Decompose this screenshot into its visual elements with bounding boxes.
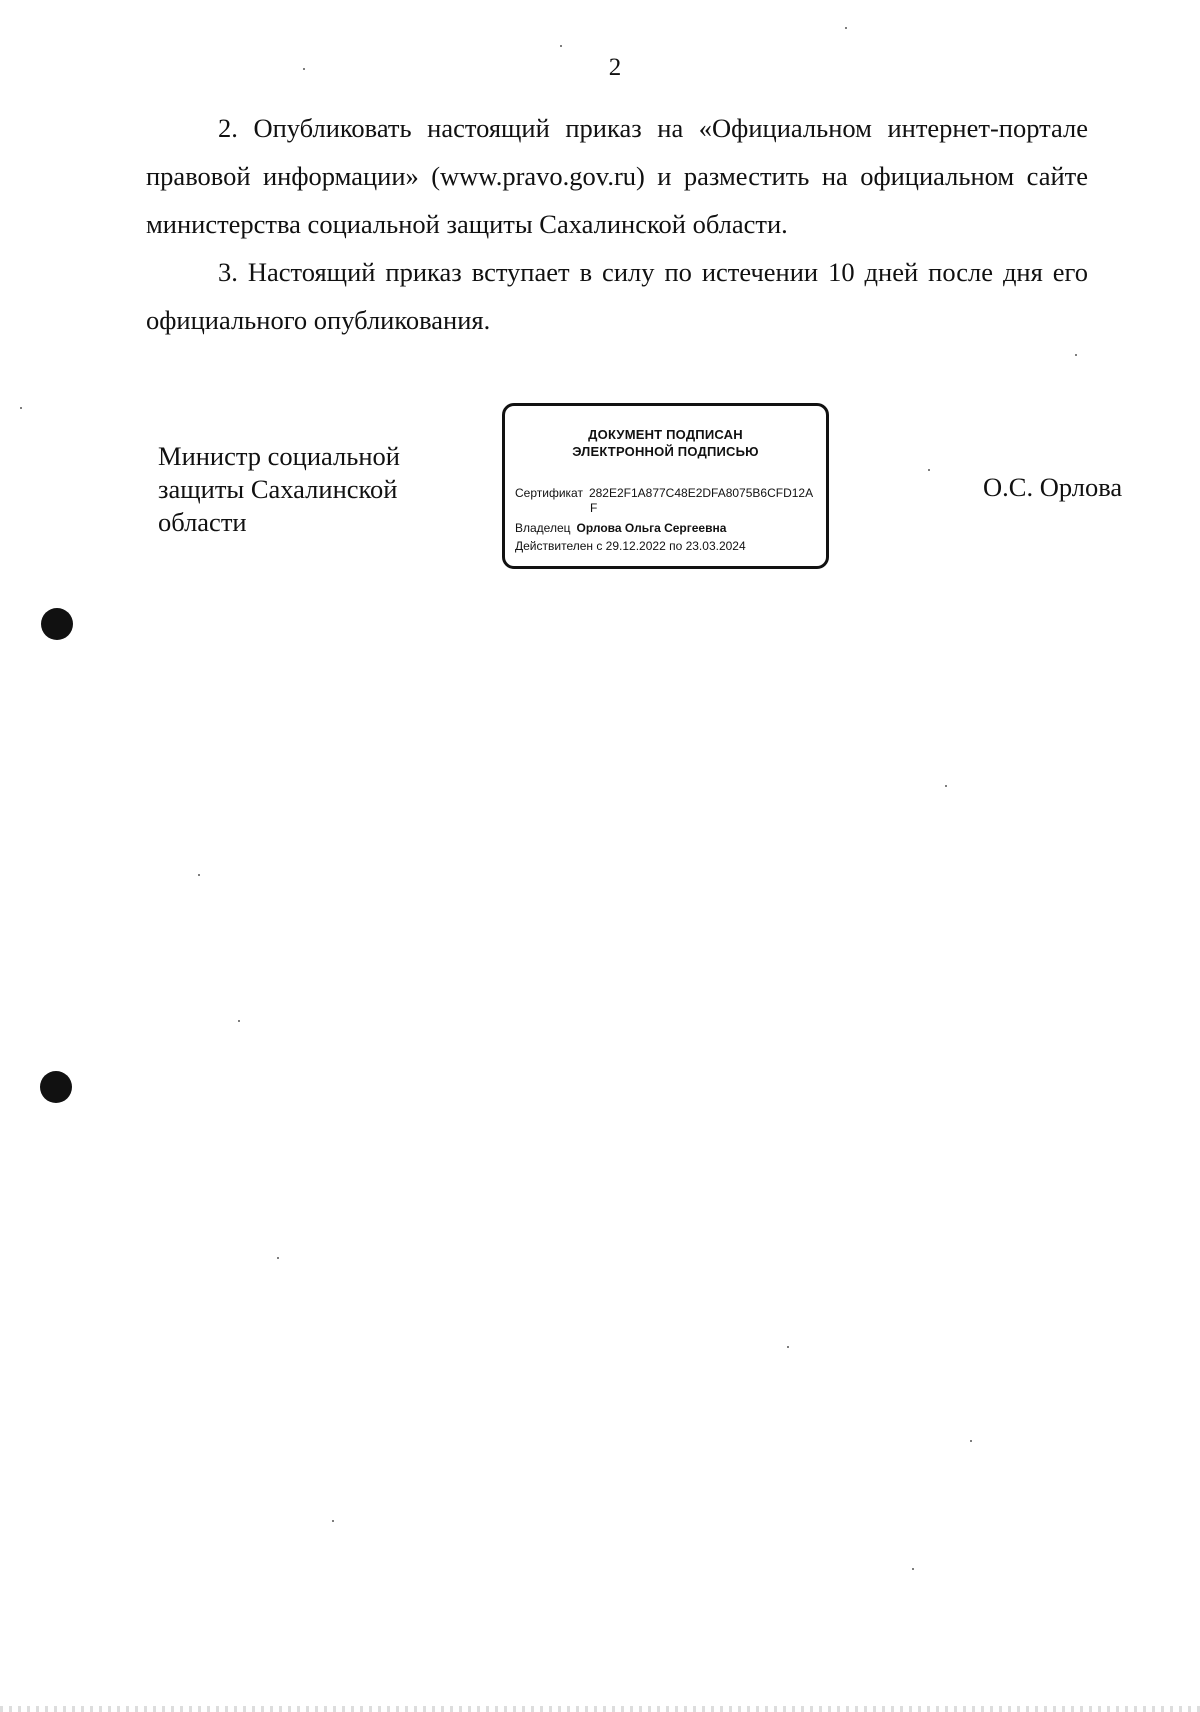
scan-speck (945, 785, 947, 787)
signer-position-line: защиты Сахалинской (158, 474, 398, 504)
paragraph-2: 2. Опубликовать настоящий приказ на «Официальном интернет-портале правовой информации» (www.pravo.gov.ru) и разместить на официальном сайте министерства социальной защиты Сахалинской области. (146, 113, 1088, 239)
owner-value: Орлова Ольга Сергеевна (576, 521, 727, 535)
stamp-validity: Действителен с 29.12.2022 по 23.03.2024 (515, 539, 746, 553)
stamp-certificate (515, 486, 813, 500)
scan-edge-noise (0, 1706, 1200, 1712)
certificate-value-continuation: F (590, 501, 598, 515)
scan-speck (20, 407, 22, 409)
scan-speck (787, 1346, 789, 1348)
punch-hole (41, 608, 73, 640)
owner-label: Владелец (515, 521, 571, 535)
signer-position-line: области (158, 507, 247, 537)
scan-speck (332, 1520, 334, 1522)
signer-name: О.С. Орлова (983, 472, 1123, 502)
page-number: 2 (608, 54, 622, 81)
paragraph-3: 3. Настоящий приказ вступает в силу по истечении 10 дней после дня его официального опубликования. (146, 257, 1088, 335)
electronic-signature-stamp (502, 403, 829, 569)
document-body (146, 104, 1088, 344)
certificate-value: 282E2F1A877C48E2DFA8075B6CFD12A (588, 486, 814, 500)
scan-speck (970, 1440, 972, 1442)
scan-speck (303, 68, 305, 70)
scan-speck (277, 1257, 279, 1259)
scan-speck (198, 874, 200, 876)
certificate-label: Сертификат (515, 486, 583, 500)
scan-speck (928, 469, 930, 471)
stamp-owner (515, 521, 726, 535)
stamp-title-line: ЭЛЕКТРОННОЙ ПОДПИСЬЮ (572, 444, 759, 459)
signer-position-line: Министр социальной (158, 441, 400, 471)
punch-hole (40, 1071, 72, 1103)
scan-speck (238, 1020, 240, 1022)
stamp-title (505, 426, 826, 460)
scan-speck (1075, 354, 1077, 356)
scan-speck (912, 1568, 914, 1570)
scan-speck (845, 27, 847, 29)
scan-speck (560, 45, 562, 47)
stamp-title-line: ДОКУМЕНТ ПОДПИСАН (588, 427, 743, 442)
signer-position (158, 440, 448, 539)
